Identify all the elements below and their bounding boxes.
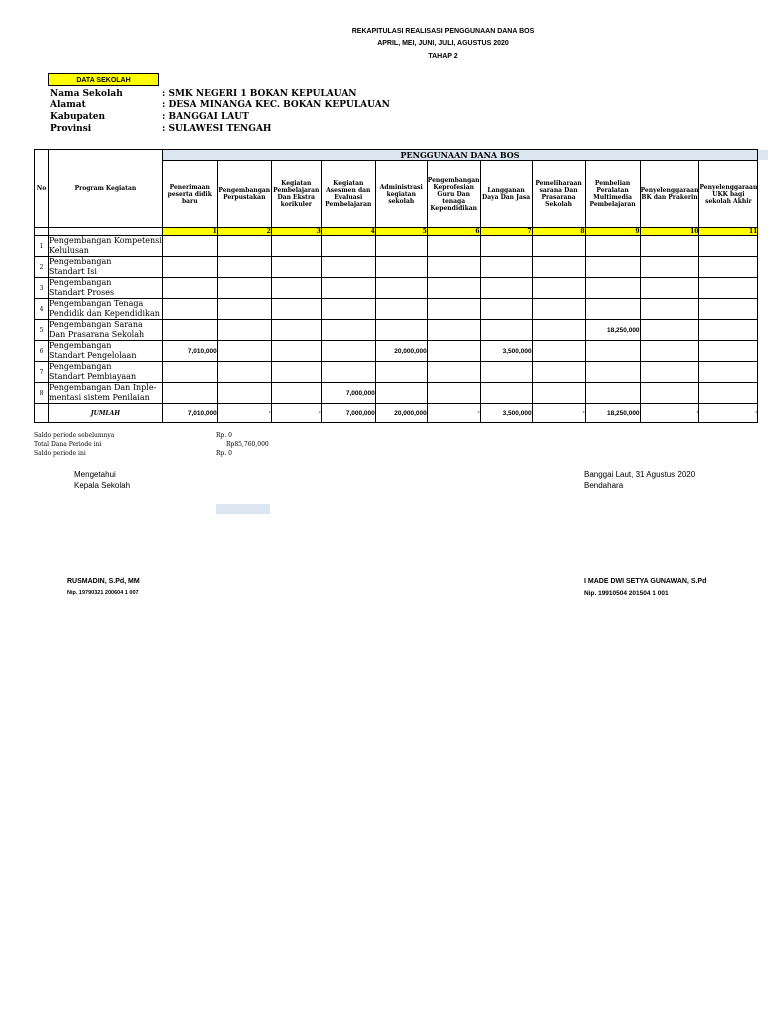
value-cell bbox=[699, 383, 758, 404]
value-cell bbox=[699, 278, 758, 299]
program-cell bbox=[49, 299, 163, 320]
value-cell bbox=[271, 236, 321, 257]
program-line: Pendidik dan Kependidikan bbox=[49, 309, 160, 318]
value-cell bbox=[427, 299, 480, 320]
program-line: Pengembangan Kompetensi bbox=[49, 236, 162, 245]
row-number: 8 bbox=[35, 383, 49, 404]
value-cell bbox=[321, 341, 375, 362]
value-cell bbox=[699, 257, 758, 278]
value-cell bbox=[480, 320, 532, 341]
blank-cell bbox=[35, 404, 49, 423]
value-cell bbox=[640, 278, 699, 299]
row-number: 1 bbox=[35, 236, 49, 257]
saldo-label: Saldo periode ini bbox=[34, 450, 86, 457]
school-data-badge: DATA SEKOLAH bbox=[48, 73, 159, 86]
address-value: : DESA MINANGA KEC. BOKAN KEPULAUAN bbox=[162, 100, 390, 110]
column-number: 4 bbox=[321, 228, 375, 236]
column-number: 3 bbox=[271, 228, 321, 236]
value-cell bbox=[162, 278, 217, 299]
value-cell bbox=[375, 362, 427, 383]
value-cell bbox=[427, 362, 480, 383]
value-cell: 20,000,000 bbox=[375, 341, 427, 362]
treasurer-nip: Nip. 19910504 201504 1 001 bbox=[584, 590, 669, 597]
value-cell bbox=[375, 299, 427, 320]
province-value: : SULAWESI TENGAH bbox=[162, 124, 272, 134]
saldo-value: Rp85,760,000 bbox=[226, 441, 269, 448]
value-cell bbox=[162, 236, 217, 257]
program-line: Pengembangan Sarana bbox=[49, 320, 143, 329]
program-line: mentasi sistem Penilaian bbox=[49, 393, 150, 402]
value-cell bbox=[321, 257, 375, 278]
value-cell bbox=[271, 341, 321, 362]
column-number: 10 bbox=[640, 228, 699, 236]
value-cell bbox=[585, 383, 640, 404]
principal-name: RUSMADIN, S.Pd, MM bbox=[67, 578, 140, 585]
value-cell bbox=[427, 341, 480, 362]
column-header: Penerimaan peserta didik baru bbox=[162, 161, 217, 228]
value-cell bbox=[321, 362, 375, 383]
value-cell bbox=[480, 257, 532, 278]
value-cell bbox=[217, 383, 271, 404]
value-cell bbox=[699, 341, 758, 362]
total-cell: 7,000,000 bbox=[321, 404, 375, 423]
total-cell: - bbox=[271, 404, 321, 423]
program-line: Pengembangan Dan Inple- bbox=[49, 383, 157, 392]
value-cell bbox=[640, 383, 699, 404]
program-cell bbox=[49, 278, 163, 299]
value-cell bbox=[162, 257, 217, 278]
value-cell bbox=[375, 383, 427, 404]
value-cell: 18,250,000 bbox=[585, 320, 640, 341]
value-cell: 7,000,000 bbox=[321, 383, 375, 404]
program-cell bbox=[49, 362, 163, 383]
value-cell bbox=[162, 362, 217, 383]
value-cell bbox=[271, 362, 321, 383]
blank-cell bbox=[49, 228, 163, 236]
value-cell bbox=[217, 236, 271, 257]
value-cell bbox=[532, 341, 585, 362]
value-cell bbox=[532, 383, 585, 404]
value-cell bbox=[162, 299, 217, 320]
value-cell bbox=[217, 341, 271, 362]
regency-label: Kabupaten bbox=[50, 112, 106, 122]
value-cell bbox=[217, 362, 271, 383]
program-line: Standart Proses bbox=[49, 288, 115, 297]
column-number: 1 bbox=[162, 228, 217, 236]
program-cell bbox=[49, 383, 163, 404]
table-body bbox=[35, 236, 758, 404]
table-row bbox=[35, 362, 758, 383]
value-cell bbox=[532, 278, 585, 299]
value-cell bbox=[585, 257, 640, 278]
row-number: 7 bbox=[35, 362, 49, 383]
value-cell bbox=[640, 236, 699, 257]
saldo-label: Saldo periode sebelumnya bbox=[34, 432, 115, 439]
value-cell bbox=[640, 320, 699, 341]
value-cell bbox=[480, 299, 532, 320]
program-line: Standart Isi bbox=[49, 267, 97, 276]
column-number: 6 bbox=[427, 228, 480, 236]
value-cell bbox=[217, 278, 271, 299]
column-number: 11 bbox=[699, 228, 758, 236]
value-cell bbox=[321, 299, 375, 320]
column-number: 9 bbox=[585, 228, 640, 236]
regency-value: : BANGGAI LAUT bbox=[162, 112, 249, 122]
value-cell: 7,010,000 bbox=[162, 341, 217, 362]
table-row bbox=[35, 341, 758, 362]
value-cell bbox=[375, 236, 427, 257]
total-cell: - bbox=[532, 404, 585, 423]
school-name-value: : SMK NEGERI 1 BOKAN KEPULAUAN bbox=[162, 89, 357, 99]
row-number: 6 bbox=[35, 341, 49, 362]
value-cell bbox=[532, 299, 585, 320]
column-header: Administrasi kegiatan sekolah bbox=[375, 161, 427, 228]
value-cell bbox=[217, 257, 271, 278]
table-row bbox=[35, 299, 758, 320]
value-cell bbox=[585, 299, 640, 320]
value-cell bbox=[271, 257, 321, 278]
left-sign-line2: Kepala Sekolah bbox=[74, 481, 131, 490]
value-cell bbox=[640, 341, 699, 362]
blank-cell bbox=[35, 228, 49, 236]
value-cell: 3,500,000 bbox=[480, 341, 532, 362]
column-number: 8 bbox=[532, 228, 585, 236]
program-line: Pengembangan bbox=[49, 362, 112, 371]
value-cell bbox=[375, 257, 427, 278]
value-cell bbox=[271, 320, 321, 341]
total-cell: 7,010,000 bbox=[162, 404, 217, 423]
value-cell bbox=[585, 341, 640, 362]
value-cell bbox=[532, 320, 585, 341]
value-cell bbox=[427, 236, 480, 257]
column-header: Langganan Daya Dan Jasa bbox=[480, 161, 532, 228]
value-cell bbox=[427, 278, 480, 299]
value-cell bbox=[480, 383, 532, 404]
column-header: Pengembangan Perpustakan bbox=[217, 161, 271, 228]
value-cell bbox=[640, 299, 699, 320]
column-number: 7 bbox=[480, 228, 532, 236]
column-header: Pengembangan Keprofesian Guru Dan tenaga Kependidikan bbox=[427, 161, 480, 228]
value-cell bbox=[162, 383, 217, 404]
row-number: 3 bbox=[35, 278, 49, 299]
value-cell bbox=[321, 320, 375, 341]
value-cell bbox=[427, 257, 480, 278]
program-line: Pengembangan bbox=[49, 341, 112, 350]
report-title: REKAPITULASI REALISASI PENGGUNAAN DANA BOS bbox=[351, 28, 535, 35]
value-cell bbox=[532, 257, 585, 278]
program-cell bbox=[49, 236, 163, 257]
value-cell bbox=[699, 236, 758, 257]
value-cell bbox=[640, 362, 699, 383]
value-cell bbox=[321, 236, 375, 257]
value-cell bbox=[585, 362, 640, 383]
value-cell bbox=[217, 320, 271, 341]
report-period: APRIL, MEI, JUNI, JULI, AGUSTUS 2020 bbox=[377, 40, 509, 47]
column-header: Pembelian Peralatan Multimedia Pembelajaran bbox=[585, 161, 640, 228]
value-cell bbox=[271, 299, 321, 320]
value-cell bbox=[640, 257, 699, 278]
row-number: 2 bbox=[35, 257, 49, 278]
program-line: Kelulusan bbox=[49, 246, 89, 255]
column-header: Penyelenggaraan UKK bagi sekolah Akhir bbox=[699, 161, 758, 228]
program-header: Program Kegiatan bbox=[49, 150, 163, 228]
total-cell: - bbox=[217, 404, 271, 423]
column-header: Kegiatan Pembelajaran Dan Ekstra korikuler bbox=[271, 161, 321, 228]
total-cell: - bbox=[640, 404, 699, 423]
value-cell bbox=[375, 278, 427, 299]
column-number: 5 bbox=[375, 228, 427, 236]
value-cell bbox=[427, 383, 480, 404]
column-number: 2 bbox=[217, 228, 271, 236]
program-line: Standart Pembiayaan bbox=[49, 372, 137, 381]
value-cell bbox=[699, 320, 758, 341]
program-line: Pengembangan bbox=[49, 278, 112, 287]
school-name-label: Nama Sekolah bbox=[50, 89, 123, 99]
address-label: Alamat bbox=[50, 100, 86, 110]
table-row bbox=[35, 278, 758, 299]
program-line: Dan Prasarana Sekolah bbox=[49, 330, 145, 339]
total-cell: - bbox=[699, 404, 758, 423]
table-row bbox=[35, 320, 758, 341]
value-cell bbox=[480, 236, 532, 257]
province-label: Provinsi bbox=[50, 124, 92, 134]
program-cell bbox=[49, 257, 163, 278]
selected-cell-highlight bbox=[216, 504, 270, 514]
value-cell bbox=[271, 278, 321, 299]
value-cell bbox=[375, 320, 427, 341]
program-line: Pengembangan bbox=[49, 257, 112, 266]
value-cell bbox=[480, 278, 532, 299]
saldo-value: Rp. 0 bbox=[216, 450, 232, 457]
value-cell bbox=[699, 362, 758, 383]
report-stage: TAHAP 2 bbox=[428, 53, 458, 60]
value-cell bbox=[585, 236, 640, 257]
row-number: 5 bbox=[35, 320, 49, 341]
value-cell bbox=[217, 299, 271, 320]
value-cell bbox=[427, 320, 480, 341]
treasurer-name: I MADE DWI SETYA GUNAWAN, S.Pd bbox=[584, 578, 707, 585]
column-header: Kegiatan Asesmen dan Evaluasi Pembelajaran bbox=[321, 161, 375, 228]
value-cell bbox=[480, 362, 532, 383]
fund-usage-header: PENGGUNAAN DANA BOS bbox=[162, 150, 758, 161]
total-cell: 3,500,000 bbox=[480, 404, 532, 423]
value-cell bbox=[532, 362, 585, 383]
value-cell bbox=[271, 383, 321, 404]
saldo-value: Rp. 0 bbox=[216, 432, 232, 439]
value-cell bbox=[162, 320, 217, 341]
no-header: No bbox=[35, 150, 49, 228]
value-cell bbox=[585, 278, 640, 299]
value-cell bbox=[532, 236, 585, 257]
program-line: Standart Pengelolaan bbox=[49, 351, 137, 360]
total-label: JUMLAH bbox=[49, 404, 163, 423]
principal-nip: Nip. 19790321 200604 1 007 bbox=[67, 590, 139, 596]
column-header: Pemeliharaan sarana Dan Prasarana Sekolah bbox=[532, 161, 585, 228]
row-number: 4 bbox=[35, 299, 49, 320]
table-row bbox=[35, 257, 758, 278]
fund-usage-table bbox=[34, 149, 758, 423]
column-header: Penyelenggaraan BK dan Prakerin bbox=[640, 161, 699, 228]
total-cell: 20,000,000 bbox=[375, 404, 427, 423]
value-cell bbox=[699, 299, 758, 320]
table-row bbox=[35, 236, 758, 257]
total-cell: 18,250,000 bbox=[585, 404, 640, 423]
program-cell bbox=[49, 320, 163, 341]
right-sign-line2: Bendahara bbox=[584, 481, 624, 490]
table-row bbox=[35, 383, 758, 404]
saldo-label: Total Dana Periode ini bbox=[34, 441, 102, 448]
value-cell bbox=[321, 278, 375, 299]
right-sign-line1: Banggai Laut, 31 Agustus 2020 bbox=[584, 470, 696, 479]
program-line: Pengembangan Tenaga bbox=[49, 299, 144, 308]
program-cell bbox=[49, 341, 163, 362]
left-sign-line1: Mengetahui bbox=[74, 470, 116, 479]
total-cell: - bbox=[427, 404, 480, 423]
